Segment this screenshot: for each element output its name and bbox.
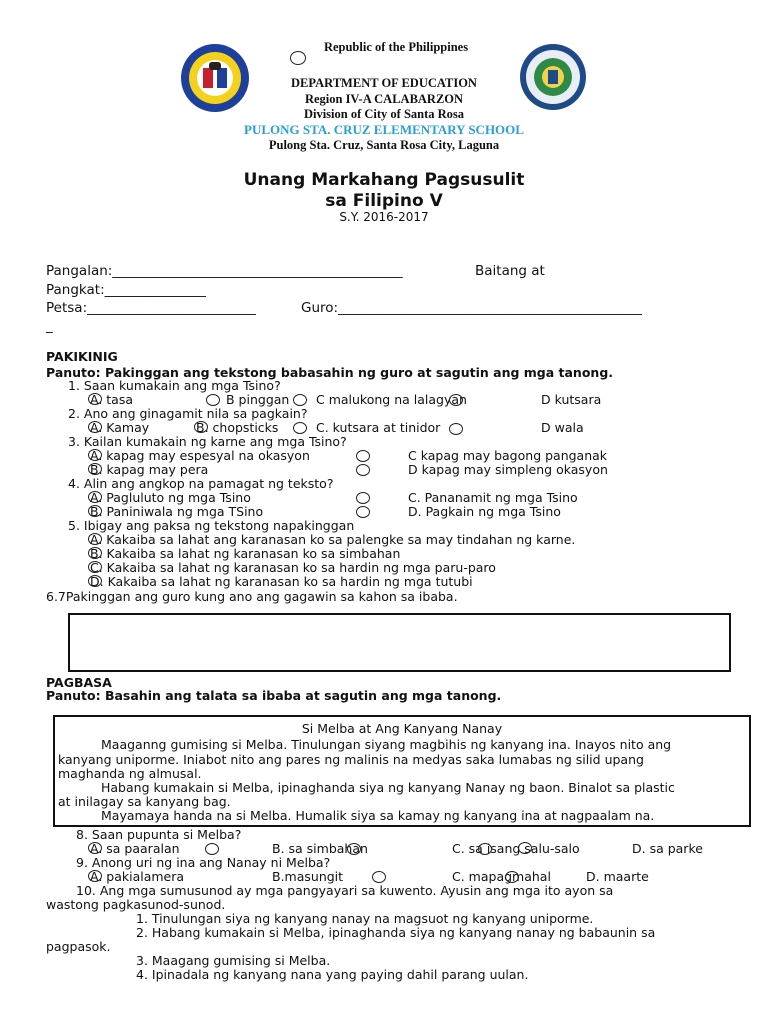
school-name: PULONG STA. CRUZ ELEMENTARY SCHOOL <box>244 122 524 137</box>
q9-option-c[interactable]: C. mapagmahal <box>452 869 551 884</box>
section-field[interactable]: Pangkat:_______________ <box>46 282 206 298</box>
q4-option-b[interactable]: B. Paniniwala ng mga TSino <box>90 504 264 519</box>
answer-circle-icon <box>293 422 307 434</box>
answer-circle-icon <box>518 842 532 854</box>
answer-circle-icon <box>88 421 102 433</box>
exam-title: Unang Markahang Pagsusulit <box>243 170 525 190</box>
school-address: Pulong Sta. Cruz, Santa Rosa City, Laguna <box>268 138 500 152</box>
answer-circle-icon <box>88 533 102 545</box>
question-8: 8. Saan pupunta si Melba? <box>76 827 242 842</box>
school-year: S.Y. 2016-2017 <box>339 210 429 224</box>
drawing-answer-box[interactable] <box>68 613 731 672</box>
exam-subtitle: sa Filipino V <box>325 191 443 211</box>
story-title: Si Melba at Ang Kanyang Nanay <box>301 721 503 736</box>
sequence-item-4: 4. Ipinadala ng kanyang nana yang paying dahil parang uulan. <box>136 967 529 982</box>
answer-circle-icon <box>505 871 519 883</box>
q8-option-b[interactable]: B. sa simbahan <box>272 841 368 856</box>
q3-option-c[interactable]: C kapag may bagong panganak <box>408 448 608 463</box>
department-line: DEPARTMENT OF EDUCATION <box>291 76 477 90</box>
question-4: 4. Alin ang angkop na pamagat ng teksto? <box>68 476 334 491</box>
q5-option-c[interactable]: C. Kakaiba sa lahat ng karanasan ko sa hardin ng mga paru-paro <box>90 560 496 575</box>
q8-option-c[interactable]: C. sa isang salu-salo <box>452 841 580 856</box>
question-10-line2: wastong pagkasunod-sunod. <box>46 897 226 912</box>
grade-label: Baitang at <box>475 263 545 279</box>
question-2: 2. Ano ang ginagamit nila sa pagkain? <box>68 406 308 421</box>
q2-option-c[interactable]: C. kutsara at tinidor <box>316 420 441 435</box>
q9-option-a[interactable]: A. pakialamera <box>90 869 185 884</box>
q9-option-b[interactable]: B.masungit <box>272 869 344 884</box>
answer-circle-icon <box>356 506 370 518</box>
answer-circle-icon <box>88 463 102 475</box>
answer-circle-icon <box>88 449 102 461</box>
answer-circle-icon <box>205 843 219 855</box>
sequence-item-2: 2. Habang kumakain si Melba, ipinaghanda siya ng kanyang nanay ng babaunin sa <box>136 925 656 940</box>
listening-heading: PAKIKINIG <box>46 349 118 364</box>
q3-option-a[interactable]: A. kapag may espesyal na okasyon <box>90 448 310 463</box>
answer-circle-icon <box>88 393 102 405</box>
answer-circle-icon <box>356 464 370 476</box>
q1-option-c[interactable]: C malukong na lalagyan <box>316 392 467 407</box>
story-p2-line1: Habang kumakain si Melba, ipinaghanda siya ng kanyang Nanay ng baon. Binalot sa plastic <box>101 780 675 795</box>
answer-circle-icon <box>449 423 463 435</box>
q8-option-d[interactable]: D. sa parke <box>632 841 703 856</box>
question-10-line1: 10. Ang mga sumusunod ay mga pangyayari sa kuwento. Ayusin ang mga ito ayon sa <box>76 883 614 898</box>
story-p2-line2: at inilagay sa kanyang bag. <box>58 794 231 809</box>
sequence-item-2-cont: pagpasok. <box>46 939 111 954</box>
listening-instruction: Panuto: Pakinggan ang tekstong babasahin ng guro at sagutin ang mga tanong. <box>46 365 614 380</box>
name-field[interactable]: Pangalan:___________________________________________ <box>46 263 403 279</box>
q8-option-a[interactable]: A. sa paaralan <box>90 841 180 856</box>
q5-option-d[interactable]: D. Kakaiba sa lahat ng karanasan ko sa hardin ng mga tutubi <box>90 574 473 589</box>
sequence-item-3: 3. Maagang gumising si Melba. <box>136 953 331 968</box>
story-p3: Mayamaya handa na si Melba. Humalik siya sa kamay ng kanyang ina at nagpaalam na. <box>101 808 655 823</box>
answer-circle-icon <box>347 843 361 855</box>
answer-circle-icon <box>88 575 102 587</box>
q2-option-b[interactable]: B. chopsticks <box>196 420 279 435</box>
q4-option-a[interactable]: A. Pagluluto ng mga Tsino <box>90 490 251 505</box>
q4-option-c[interactable]: C. Pananamit ng mga Tsino <box>408 490 578 505</box>
q1-option-b[interactable]: B pinggan <box>226 392 290 407</box>
q3-option-b[interactable]: B. kapag may pera <box>90 462 209 477</box>
answer-circle-icon <box>449 394 463 406</box>
reading-heading: PAGBASA <box>46 675 112 690</box>
q1-option-a[interactable]: A. tasa <box>90 392 134 407</box>
answer-circle-icon <box>478 843 492 855</box>
answer-circle-icon <box>194 421 208 433</box>
reading-instruction: Panuto: Basahin ang talata sa ibaba at sagutin ang mga tanong. <box>46 688 502 703</box>
story-p1-line2: kanyang uniporme. Iniabot nito ang pares ng malinis na medyas saka lumabas ng silid upang <box>58 752 644 767</box>
q1-option-d[interactable]: D kutsara <box>541 392 602 407</box>
story-p1-line3: maghanda ng almusal. <box>58 766 202 781</box>
question-3: 3. Kailan kumakain ng karne ang mga Tsino? <box>68 434 347 449</box>
answer-circle-icon <box>356 450 370 462</box>
q5-option-b[interactable]: B. Kakaiba sa lahat ng karanasan ko sa simbahan <box>90 546 401 561</box>
answer-circle-icon <box>88 547 102 559</box>
answer-circle-icon <box>356 492 370 504</box>
question-6-7: 6.7Pakinggan ang guro kung ano ang gagawin sa kahon sa ibaba. <box>46 589 458 604</box>
q9-option-d[interactable]: D. maarte <box>586 869 649 884</box>
region-line: Region IV-A CALABARZON <box>304 92 464 106</box>
q2-option-a[interactable]: A. Kamay <box>90 420 150 435</box>
q3-option-d[interactable]: D kapag may simpleng okasyon <box>408 462 608 477</box>
teacher-field[interactable]: Guro:_____________________________________________ <box>301 300 642 316</box>
story-p1-line1: Maaganng gumising si Melba. Tinulungan siyang magbihis ng kanyang ina. Inayos nito ang <box>101 737 672 752</box>
answer-circle-icon <box>88 870 102 882</box>
sequence-item-1: 1. Tinulungan siya ng kanyang nanay na magsuot ng kanyang uniporme. <box>136 911 594 926</box>
answer-circle-icon <box>88 561 102 573</box>
trailing-dash: _ <box>46 318 53 334</box>
answer-circle-icon <box>88 505 102 517</box>
republic-line: Republic of the Philippines <box>323 40 469 54</box>
answer-circle-icon <box>88 491 102 503</box>
q5-option-a[interactable]: A. Kakaiba sa lahat ang karanasan ko sa palengke sa may tindahan ng karne. <box>90 532 576 547</box>
question-5: 5. Ibigay ang paksa ng tekstong napakinggan <box>68 518 355 533</box>
q4-option-d[interactable]: D. Pagkain ng mga Tsino <box>408 504 561 519</box>
date-field[interactable]: Petsa:_________________________ <box>46 300 256 316</box>
question-9: 9. Anong uri ng ina ang Nanay ni Melba? <box>76 855 331 870</box>
question-1: 1. Saan kumakain ang mga Tsino? <box>68 378 281 393</box>
division-line: Division of City of Santa Rosa <box>303 107 465 121</box>
answer-circle-icon <box>206 394 220 406</box>
q2-option-d[interactable]: D wala <box>541 420 584 435</box>
answer-circle-icon <box>88 842 102 854</box>
answer-circle-icon <box>372 871 386 883</box>
answer-circle-icon <box>293 394 307 406</box>
